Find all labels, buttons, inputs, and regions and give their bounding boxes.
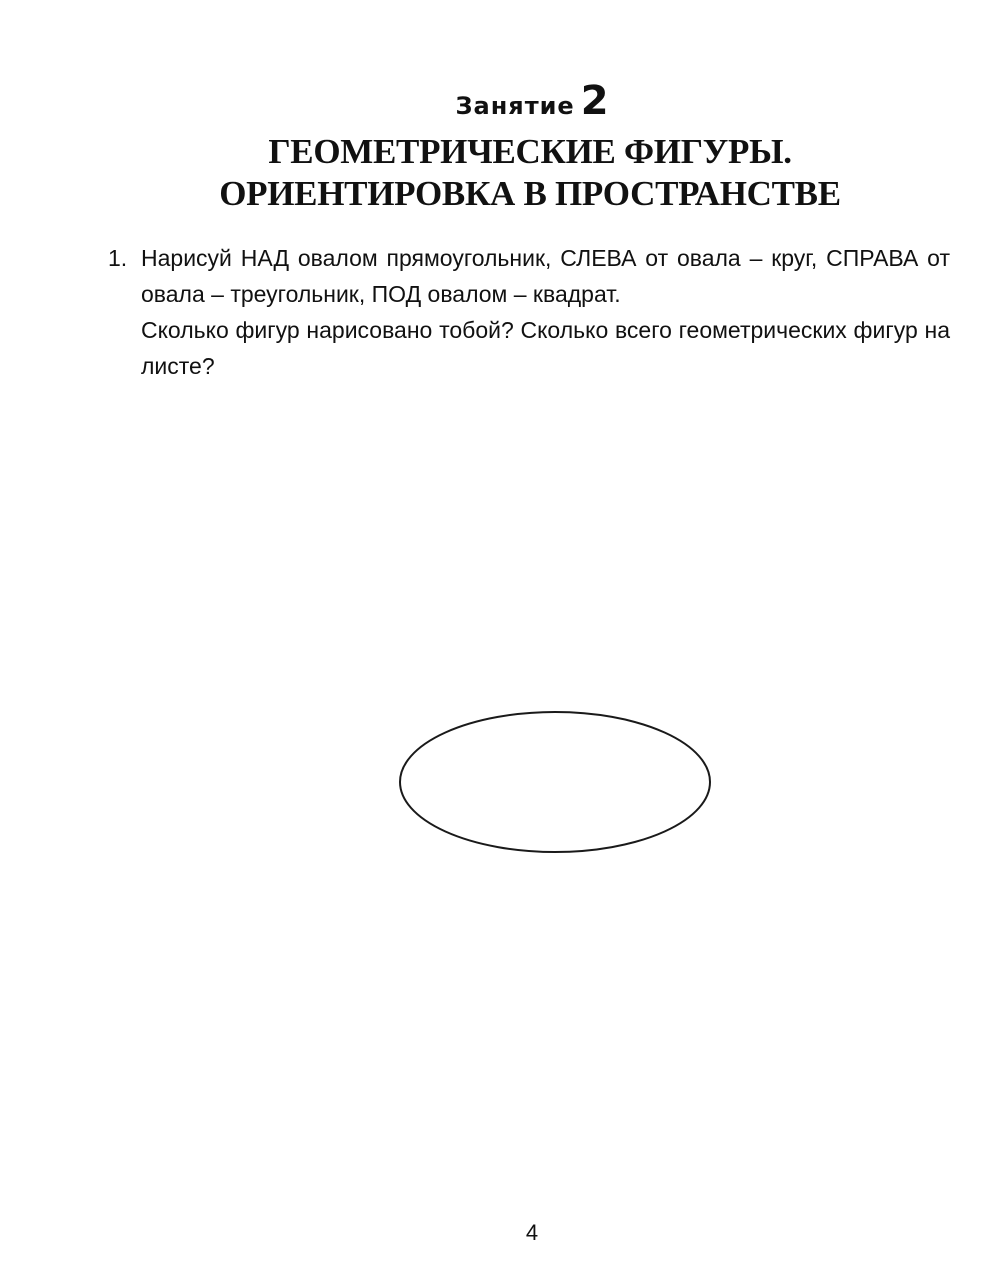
task-instruction: Нарисуй НАД овалом прямоугольник, СЛЕВА от овала – круг, СПРАВА от овала – треугольник, ПОД овалом – квадрат. bbox=[141, 245, 950, 307]
page-title bbox=[0, 131, 1000, 215]
lesson-number: 2 bbox=[580, 78, 609, 124]
title-line-1: ГЕОМЕТРИЧЕСКИЕ ФИГУРЫ. bbox=[268, 132, 792, 171]
task-number: 1. bbox=[108, 245, 128, 271]
page-number: 4 bbox=[525, 1220, 539, 1245]
title-line-2: ОРИЕНТИРОВКА В ПРОСТРАНСТВЕ bbox=[219, 174, 841, 213]
oval-icon bbox=[390, 702, 720, 862]
lesson-label: Занятие bbox=[455, 92, 575, 120]
task-question: Сколько фигур нарисовано тобой? Сколько всего геометрических фигур на листе? bbox=[141, 317, 950, 379]
oval-shape bbox=[400, 712, 710, 852]
task-body bbox=[141, 240, 950, 384]
lesson-heading bbox=[0, 78, 1000, 124]
task-1 bbox=[108, 240, 950, 384]
